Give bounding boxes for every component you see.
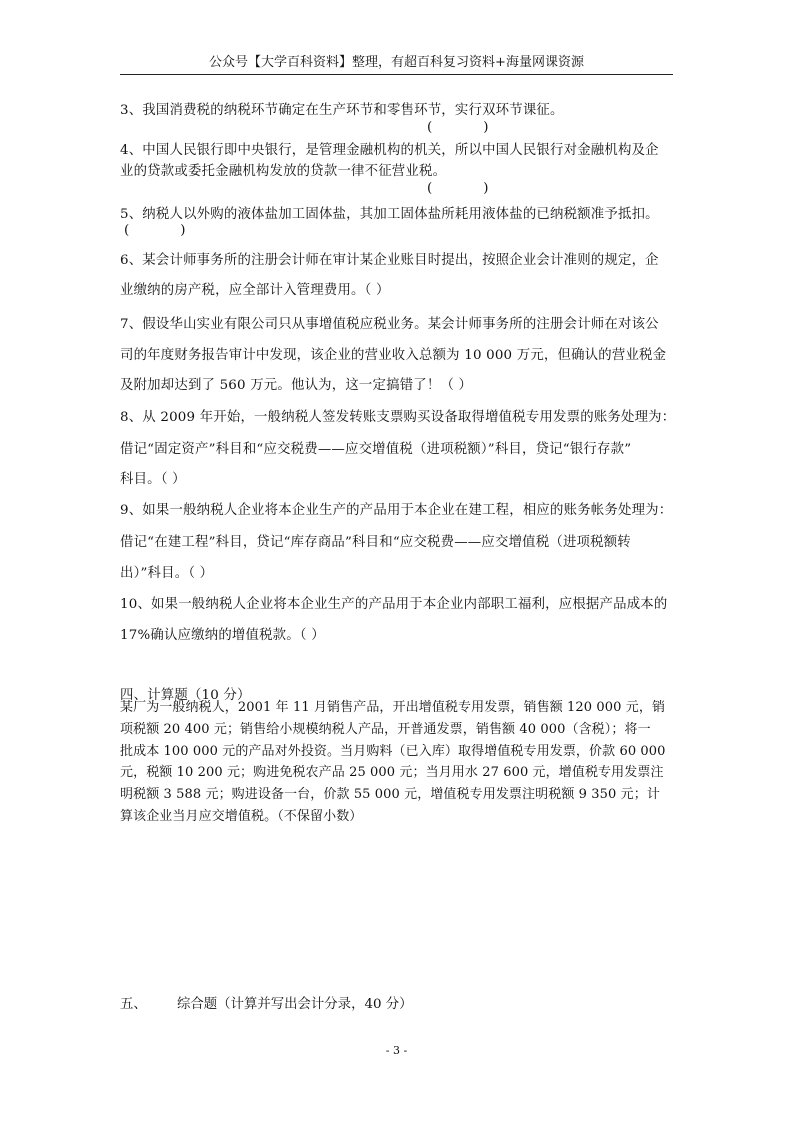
section-5-number: 五、 — [120, 997, 147, 1012]
question-8-line-1: 8、从 2009 年开始，一般纳税人签发转账支票购买设备取得增值税专用发票的账务处理为： — [120, 410, 676, 425]
question-5-answer-bracket: ( ) — [124, 223, 186, 238]
section-4-line: 明税额 3 588 元；购进设备一台，价款 55 000 元，增值税专用发票注明税额 9 350 元；计 — [120, 787, 660, 803]
section-5-title: 综合题（计算并写出会计分录，40 分） — [177, 997, 413, 1012]
question-5-line-1: 5、纳税人以外购的液体盐加工固体盐，其加工固体盐所耗用液体盐的已纳税额准予抵扣。 — [120, 207, 659, 222]
question-3-line-1: 3、我国消费税的纳税环节确定在生产环节和零售环节，实行双环节课征。 — [120, 103, 564, 118]
question-4-line-1: 4、中国人民银行即中央银行，是管理金融机构的机关，所以中国人民银行对金融机构及企 — [120, 143, 659, 158]
section-4-line: 某厂为一般纳税人，2001 年 11 月销售产品，开出增值税专用发票，销售额 120 000 元，销 — [120, 700, 666, 715]
section-4-line: 算该企业当月应交增值税。（不保留小数） — [120, 808, 363, 824]
section-4-title: 四、计算题（10 分） — [120, 688, 251, 703]
section-4-problem — [120, 697, 675, 828]
question-8-line-3: 科目。（ ） — [120, 472, 186, 487]
page-number: - 3 - — [385, 1044, 408, 1057]
section-4-line: 项税额 20 400 元；销售给小规模纳税人产品，开普通发票，销售额 40 000（含税）；将一 — [120, 721, 651, 737]
question-4-answer-bracket: ( ) — [427, 181, 489, 196]
header-divider — [120, 74, 673, 75]
question-9-line-3: 出）”科目。（ ） — [120, 566, 214, 581]
question-6-line-2: 业缴纳的房产税，应全部计入管理费用。（ ） — [120, 283, 390, 298]
page-header: 公众号【大学百科资料】整理，有超百科复习资料+海量网课资源 — [209, 55, 584, 70]
question-9-line-1: 9、如果一般纳税人企业将本企业生产的产品用于本企业在建工程，相应的账务帐务处理为： — [120, 503, 673, 518]
question-4-line-2: 业的贷款或委托金融机构发放的贷款一律不征营业税。 — [120, 164, 447, 179]
question-9-line-2: 借记“在建工程”科目，贷记“库存商品”科目和“应交税费——应交增值税（进项税额转 — [120, 535, 631, 550]
question-8-line-2: 借记“固定资产”科目和“应交税费——应交增值税（进项税额）”科目，贷记“银行存款” — [120, 442, 632, 457]
question-7-line-2: 司的年度财务报告审计中发现，该企业的营业收入总额为 10 000 万元，但确认的营业税金 — [120, 348, 667, 363]
question-10-line-1: 10、如果一般纳税人企业将本企业生产的产品用于本企业内部职工福利，应根据产品成本的 — [120, 597, 668, 612]
question-3-answer-bracket: ( ) — [427, 120, 489, 135]
question-6-line-1: 6、某会计师事务所的注册会计师在审计某企业账目时提出，按照企业会计准则的规定，企 — [120, 253, 659, 268]
section-4-line: 元，税额 10 200 元；购进免税农产品 25 000 元；当月用水 27 600 元，增值税专用发票注 — [120, 765, 664, 781]
question-7-line-1: 7、假设华山实业有限公司只从事增值税应税业务。某会计师事务所的注册会计师在对该公 — [120, 317, 659, 332]
question-7-line-3: 及附加却达到了 560 万元。他认为，这一定搞错了！（ ） — [120, 378, 473, 393]
section-4-line: 批成本 100 000 元的产品对外投资。当月购料（已入库）取得增值税专用发票，价款 60 000 — [120, 743, 666, 759]
question-10-line-2: 17%确认应缴纳的增值税款。（ ） — [120, 628, 325, 643]
